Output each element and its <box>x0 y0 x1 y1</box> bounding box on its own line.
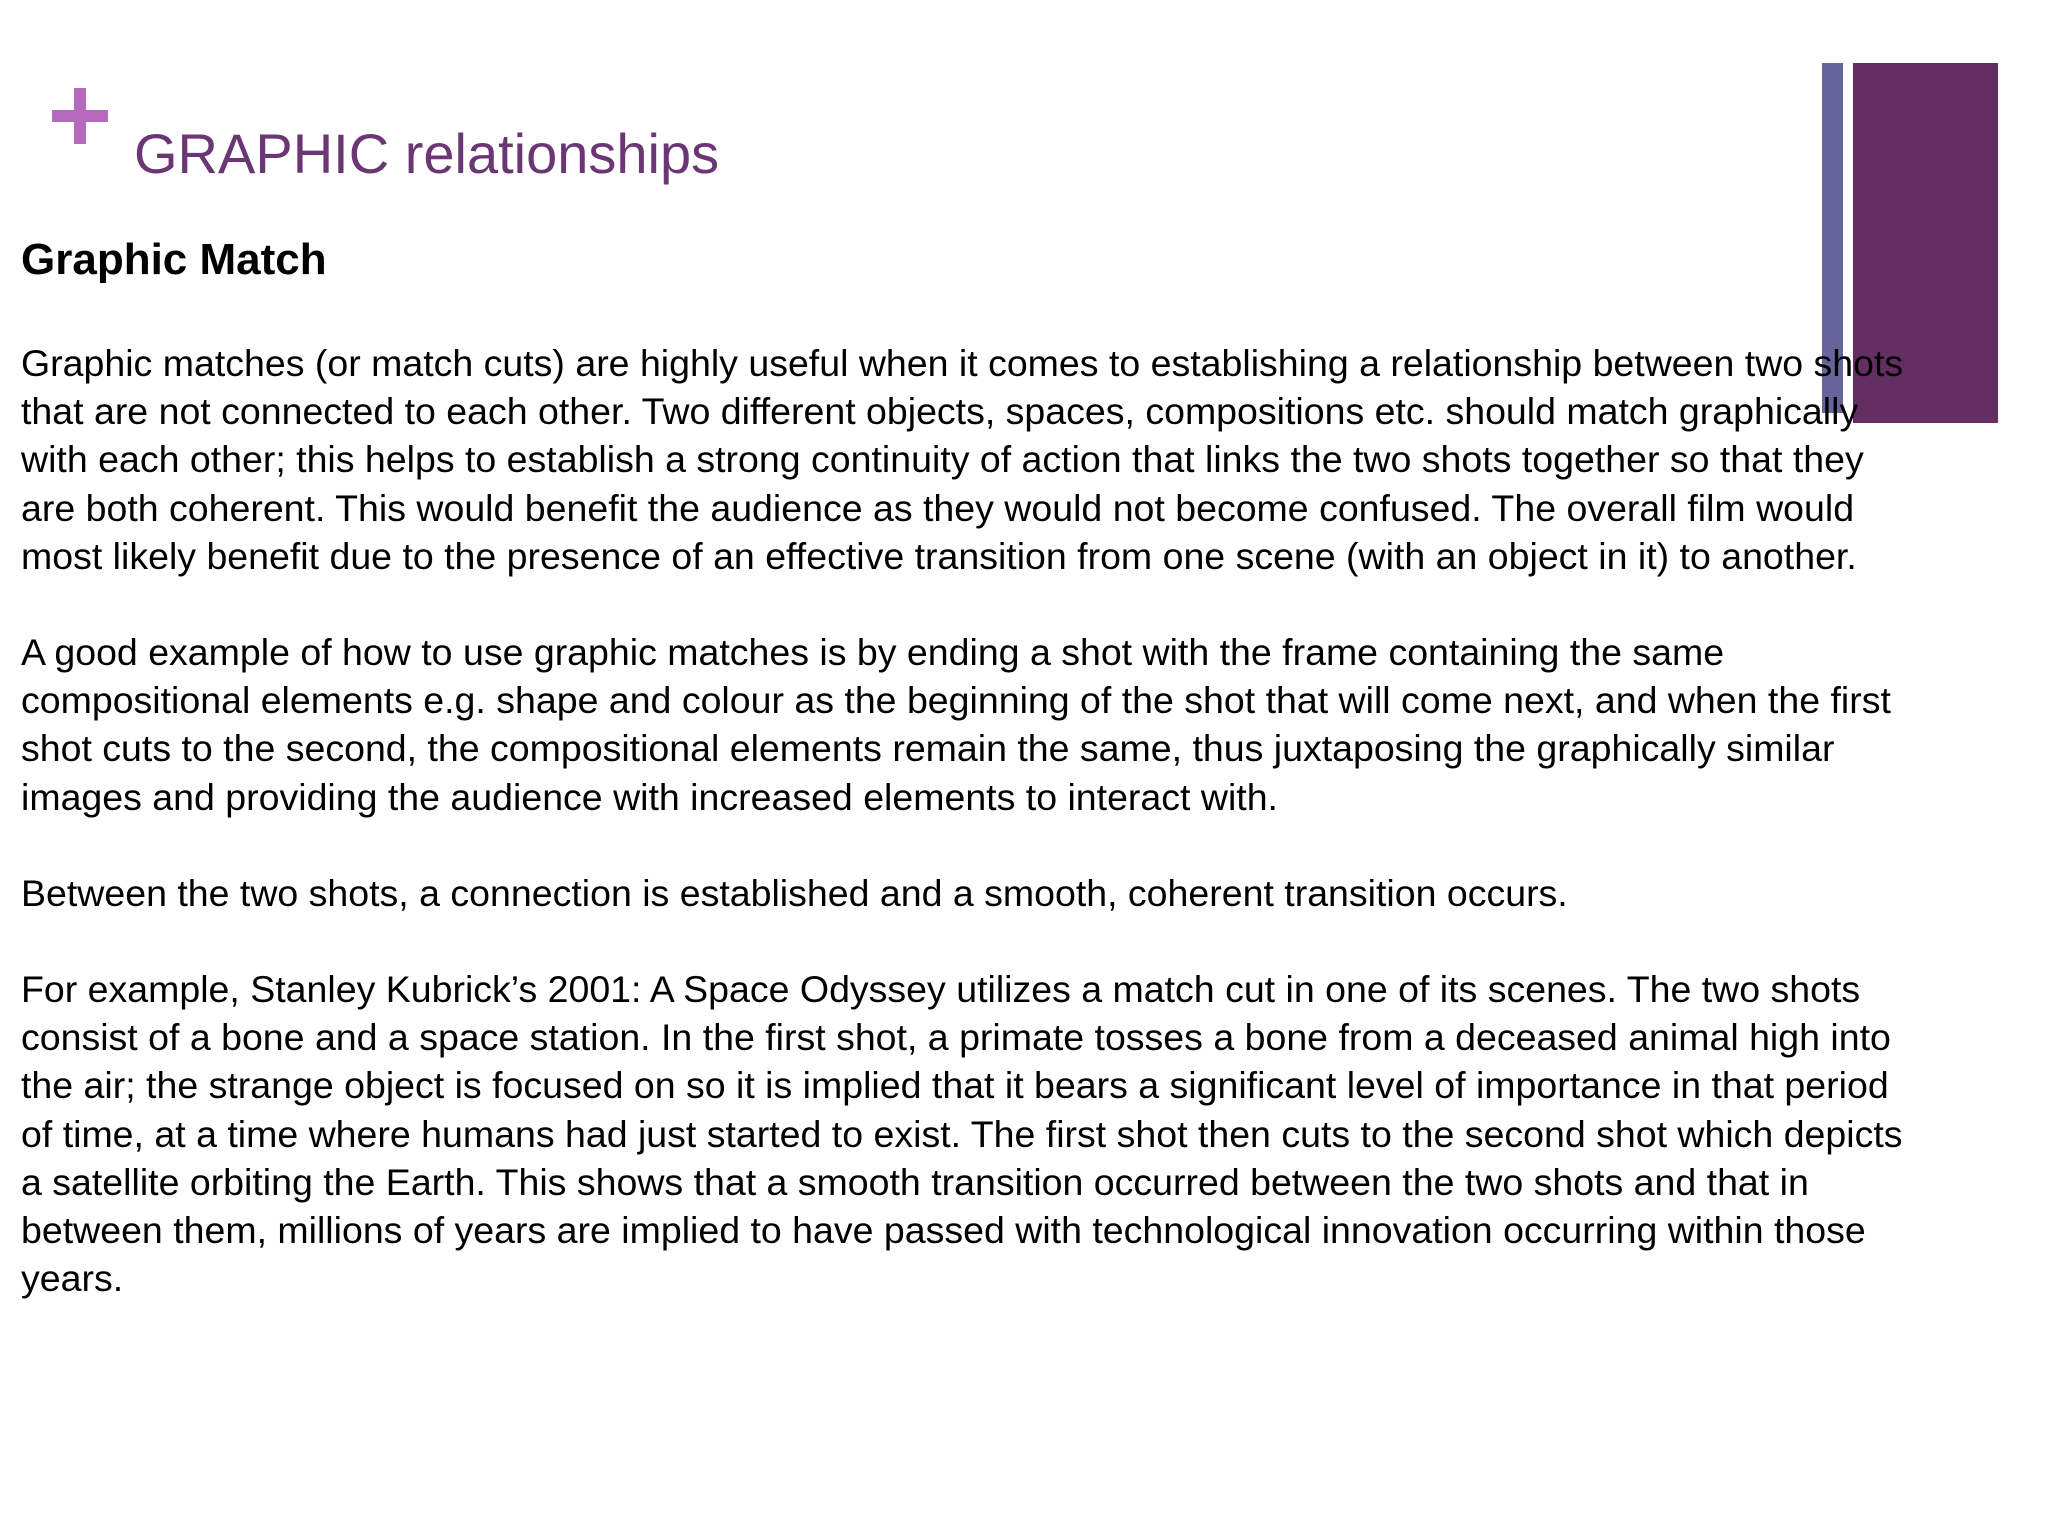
paragraph-line: shot cuts to the second, the compositional elements remain the same, thus juxtaposing the graphically similar <box>21 727 1835 770</box>
paragraph-3 <box>21 869 2031 917</box>
paragraph-line: of time, at a time where humans had just started to exist. The first shot then cuts to the second shot which depicts <box>21 1112 1903 1155</box>
paragraph-line: compositional elements e.g. shape and colour as the beginning of the shot that will come next, and when the first <box>21 679 1891 722</box>
spacer <box>21 291 2031 339</box>
paragraph-line: images and providing the audience with increased elements to interact with. <box>21 775 1278 818</box>
paragraph-line: between them, millions of years are implied to have passed with technological innovation occurring within those <box>21 1209 1866 1252</box>
paragraph-line: the air; the strange object is focused on so it is implied that it bears a significant level of importance in that period <box>21 1064 1889 1107</box>
paragraph-line: a satellite orbiting the Earth. This shows that a smooth transition occurred between the two shots and that in <box>21 1160 1809 1203</box>
paragraph-line: are both coherent. This would benefit the audience as they would not become confused. The overall film would <box>21 486 1855 529</box>
plus-icon <box>52 88 108 144</box>
spacer <box>21 917 2031 965</box>
paragraph-line: A good example of how to use graphic matches is by ending a shot with the frame containing the same <box>21 631 1725 674</box>
spacer <box>21 580 2031 628</box>
paragraph-line: that are not connected to each other. Two different objects, spaces, compositions etc. should match graphically <box>21 390 1859 433</box>
slide-title: GRAPHIC relationships <box>134 122 720 185</box>
paragraph-line: For example, Stanley Kubrick’s 2001: A Space Odyssey utilizes a match cut in one of its scenes. The two shots <box>21 968 1861 1011</box>
plus-icon-vertical <box>74 88 86 144</box>
spacer <box>21 821 2031 869</box>
paragraph-line: most likely benefit due to the presence of an effective transition from one scene (with an object in it) to another. <box>21 534 1857 577</box>
paragraph-4 <box>21 965 2031 1302</box>
paragraph-line: Graphic matches (or match cuts) are highly useful when it comes to establishing a relationship between two shots <box>21 342 1904 384</box>
paragraph-2 <box>21 628 2031 821</box>
slide-body <box>21 229 2031 1302</box>
paragraph-1 <box>21 339 2031 580</box>
section-heading: Graphic Match <box>21 235 327 284</box>
paragraph-line: years. <box>21 1257 124 1300</box>
paragraph-line: consist of a bone and a space station. In the first shot, a primate tosses a bone from a deceased animal high into <box>21 1016 1891 1059</box>
paragraph-line: Between the two shots, a connection is established and a smooth, coherent transition occurs. <box>21 871 1568 914</box>
paragraph-line: with each other; this helps to establish a strong continuity of action that links the two shots together so that they <box>21 438 1864 481</box>
